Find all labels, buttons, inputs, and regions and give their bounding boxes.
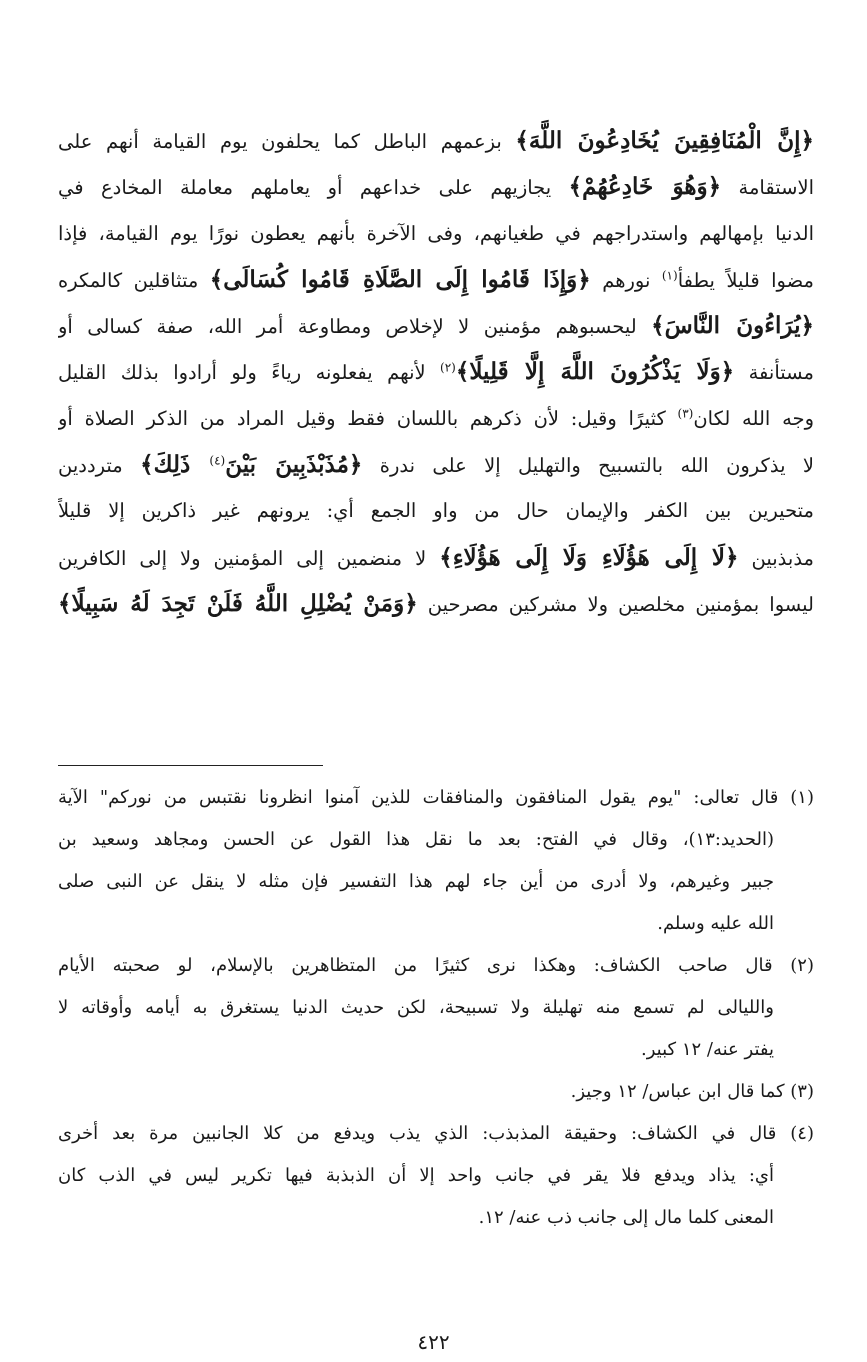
text-span: مترددين (58, 454, 141, 478)
text-span: وجه الله لكان (693, 406, 814, 430)
text-line (58, 581, 814, 627)
footnote-line: (٤) قال في الكشاف: وحقيقة المذبذب: الذي يذب ويدفع من كلا الجانبين مرة بعد أخرى (58, 1123, 814, 1144)
text-span: لا يذكرون الله بالتسبيح والتهليل إلا على ندرة (362, 454, 814, 478)
quran-verse: ﴿وَلَا يَذْكُرُونَ اللَّهَ إِلَّا قَلِيلًا﴾ (455, 358, 735, 386)
page-body (58, 118, 814, 627)
text-span: الاستقامة (721, 176, 814, 200)
quran-verse: ﴿وَهُوَ خَادِعُهُمْ﴾ (568, 173, 722, 201)
text-span: ليحسبوهم مؤمنين لا لإخلاص ومطاوعة أمر الله، صفة كسالى أو (58, 315, 652, 339)
footnote (58, 1071, 814, 1113)
footnote-line: (٢) قال صاحب الكشاف: وهكذا نرى كثيرًا من المتظاهرين بالإسلام، لو صحبته الأيام (58, 955, 814, 976)
text-span: ليسوا بمؤمنين مخلصين ولا مشركين مصرحين (417, 592, 814, 616)
text-span: متثاقلين كالمكره (58, 268, 210, 292)
text-line (58, 164, 814, 210)
text-line (58, 303, 814, 349)
footnote-line: أي: يذاد ويدفع فلا يقر في جانب واحد إلا أن الذبذبة فيها تكرير ليس في الذب كان (58, 1165, 774, 1186)
text-line (58, 396, 814, 442)
main-text (58, 118, 814, 627)
text-span: مضوا قليلاً يطفأ (677, 268, 814, 292)
text-line (58, 118, 814, 164)
text-span: كثيرًا وقيل: لأن ذكرهم باللسان فقط وقيل المراد من الذكر الصلاة أو (58, 406, 678, 430)
quran-verse: ﴿وَإِذَا قَامُوا إِلَى الصَّلَاةِ قَامُوا كُسَالَى﴾ (209, 265, 591, 293)
text-span: متحيرين بين الكفر والإيمان حال من واو الجمع أي: يرونهم غير ذاكرين إلا قليلاً (58, 499, 814, 523)
page-number: ٤٢٢ (417, 1330, 450, 1354)
text-line (58, 211, 814, 257)
text-span: بزعمهم الباطل كما يحلفون يوم القيامة أنهم على (58, 130, 516, 153)
footnote-line: والليالى لم تسمع منه تهليلة ولا تسبيحة، لكن حديث الدنيا يستغرق به أيامه وأوقاته لا (58, 997, 774, 1018)
quran-verse: ﴿لَا إِلَى هَؤُلَاءِ وَلَا إِلَى هَؤُلَاءِ﴾ (439, 543, 739, 571)
footnote (58, 777, 814, 945)
text-line (58, 442, 814, 488)
footnote-line: المعنى كلما مال إلى جانب ذب عنه/ ١٢. (478, 1207, 774, 1228)
footnote-marker: (٢) (440, 360, 456, 375)
text-span: مذبذبين (738, 546, 814, 570)
quran-verse: ﴿يُرَاءُونَ النَّاسَ﴾ (651, 312, 814, 340)
footnote-marker: (١) (661, 268, 678, 283)
text-line (58, 349, 814, 395)
footnotes-section (58, 777, 814, 1239)
quran-verse: ﴿وَمَنْ يُضْلِلِ اللَّهُ فَلَنْ تَجِدَ لَهُ سَبِيلًا﴾ (58, 589, 418, 617)
text-span: لأنهم يفعلونه رياءً ولو أرادوا بذلك القليل (58, 361, 441, 385)
quran-verse: ذَلِكَ﴾ (140, 451, 210, 479)
footnote-divider (58, 765, 323, 766)
footnote-line: (الحديد:١٣)، وقال في الفتح: بعد ما نقل هذا القول عن الحسن ومجاهد وسعيد بن (58, 829, 774, 850)
quran-verse: ﴿مُذَبْذَبِينَ بَيْنَ (225, 451, 363, 479)
text-span: مستأنفة (734, 361, 814, 385)
text-span: لا منضمين إلى المؤمنين ولا إلى الكافرين (58, 546, 440, 570)
footnote-line: يفتر عنه/ ١٢ كبير. (641, 1039, 774, 1060)
text-span: نورهم (590, 268, 662, 292)
quran-verse: ﴿إِنَّ الْمُنَافِقِينَ يُخَادِعُونَ اللَّهَ﴾ (515, 127, 814, 154)
footnote-line: الله عليه وسلم. (657, 913, 774, 934)
footnote-line: (١) قال تعالى: "يوم يقول المنافقون والمنافقات للذين آمنوا انظرونا نقتبس من نوركم" الآية (58, 787, 814, 808)
text-line (58, 488, 814, 534)
text-span: الدنيا بإمهالهم واستدراجهم في طغيانهم، وفى الآخرة بأنهم يعطون نورًا يوم القيامة، فإذا (58, 221, 814, 245)
footnote-marker: (٣) (677, 406, 694, 421)
footnote-line: جبير وغيرهم، ولا أدرى من أين جاء لهم هذا التفسير فإن مثله لا ينقل عن النبى صلى (58, 871, 774, 892)
footnote-line: (٣) كما قال ابن عباس/ ١٢ وجيز. (570, 1081, 814, 1102)
text-span: يجازيهم على خداعهم أو يعاملهم معاملة المخادع في (58, 176, 569, 200)
footnote (58, 945, 814, 1071)
footnote (58, 1113, 814, 1239)
text-line (58, 257, 814, 303)
text-line (58, 535, 814, 581)
footnote-marker: (٤) (209, 453, 226, 468)
